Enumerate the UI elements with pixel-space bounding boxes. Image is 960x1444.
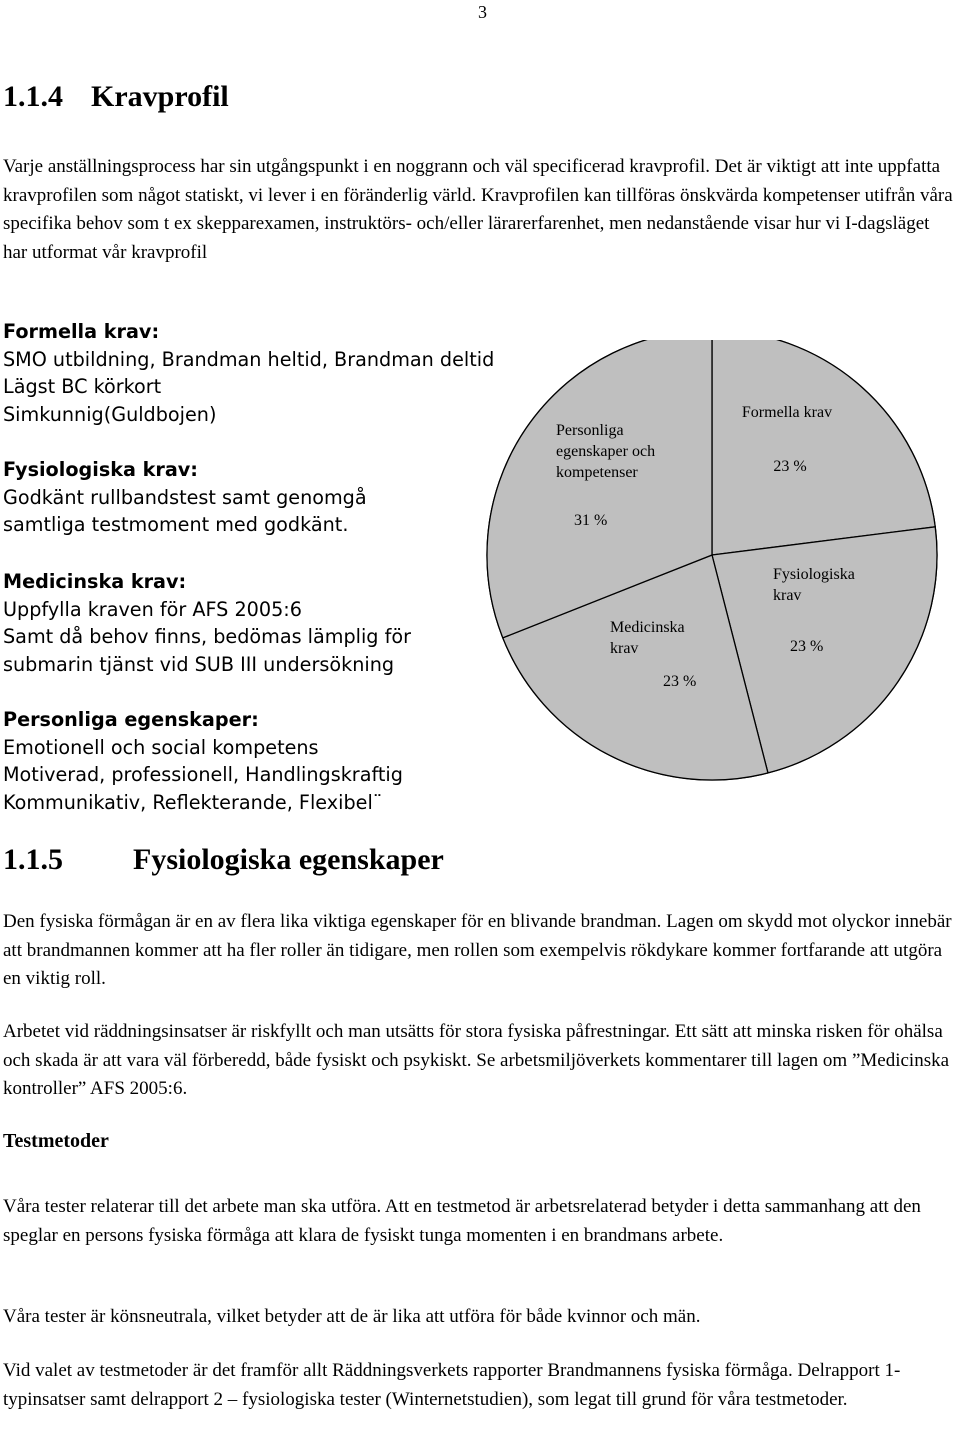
requirement-line: Lägst BC körkort (3, 375, 162, 398)
requirement-line: SMO utbildning, Brandman heltid, Brandman deltid (3, 347, 495, 371)
section-heading-kravprofil (3, 80, 229, 114)
section-number: 1.1.5 (3, 843, 63, 876)
personliga-egenskaper-heading: Personliga egenskaper: (3, 708, 259, 731)
requirement-line: Samt då behov finns, bedömas lämplig för (3, 625, 411, 648)
section-number: 1.1.4 (3, 80, 63, 113)
fysiologiska-krav-heading: Fysiologiska krav: (3, 458, 198, 481)
requirement-line: Godkänt rullbandstest samt genomgå (3, 485, 367, 509)
requirement-line: Emotionell och social kompetens (3, 735, 319, 759)
slice-label-line: kompetenser (556, 464, 638, 481)
slice-value-label: 23 % (663, 673, 697, 690)
formella-krav-block (3, 318, 494, 428)
slice-label-line: Personliga (556, 422, 624, 439)
testmetoder-heading: Testmetoder (3, 1130, 109, 1152)
slice-value-label: 31 % (574, 512, 608, 529)
slice-value-label: 23 % (773, 458, 807, 475)
formella-krav-heading: Formella krav: (3, 320, 160, 343)
section-heading-fysiologiska-egenskaper (3, 843, 444, 877)
paragraph: Våra tester relaterar till det arbete man ska utföra. Att en testmetod är arbetsrelaterad betyder i detta sammanhang att den speglar en persons fysiska förmåga att klara de fysiskt tunga momenten i en brandmans arbete. (3, 1196, 921, 1246)
requirement-line: Motiverad, professionell, Handlingskraftig (3, 763, 403, 786)
medicinska-krav-heading: Medicinska krav: (3, 570, 187, 593)
requirement-line: samtliga testmoment med godkänt. (3, 513, 349, 536)
slice-label-line: Formella krav (741, 404, 833, 421)
section-title: Fysiologiska egenskaper (133, 843, 444, 876)
requirement-line: Simkunnig(Guldbojen) (3, 402, 217, 426)
slice-label-line: egenskaper och (556, 443, 656, 460)
section-title: Kravprofil (91, 80, 229, 113)
personliga-egenskaper-block (3, 706, 403, 816)
requirement-line: Kommunikativ, Reflekterande, Flexibel¨ (3, 790, 383, 814)
slice-label-line: Fysiologiska (773, 566, 855, 583)
page-number: 3 (478, 2, 487, 22)
intro-paragraph: Varje anställningsprocess har sin utgångspunkt i en noggrann och väl specificerad kravprofil. Det är viktigt att inte uppfatta kravprofilen som något statiskt, vi lever i en föränderlig värld. Kravprofilen kan tillföras önskvärda kompetenser utifrån våra specifika behov som t ex skepparexamen, instruktörs- och/eller lärarerfarenhet, men nedanstående visar hur vi I-dagsläget har utformat vår kravprofil (3, 156, 953, 263)
paragraph: Arbetet vid räddningsinsatser är riskfyllt och man utsätts för stora fysiska påfrestningar. Ett sätt att minska risken för ohälsa och skada är att vara väl förberedd, både fysiskt och psykiskt. Se arbetsmiljöverkets kommentarer till lagen om ”Medicinska kontroller” AFS 2005:6. (3, 1021, 950, 1099)
paragraph: Vid valet av testmetoder är det framför allt Räddningsverkets rapporter Brandmannens fysiska förmåga. Delrapport 1-typinsatser samt delrapport 2 – fysiologiska tester (Winternetstudien), som legat till grund för våra testmetoder. (3, 1360, 901, 1410)
requirement-line: Uppfylla kraven för AFS 2005:6 (3, 597, 302, 621)
slice-label-line: krav (773, 587, 802, 604)
fysiologiska-krav-block (3, 456, 367, 539)
paragraph: Våra tester är könsneutrala, vilket betyder att de är lika att utföra för både kvinnor och män. (3, 1306, 701, 1327)
slice-value-label: 23 % (790, 638, 824, 655)
slice-label-line: krav (610, 640, 639, 657)
requirement-profile-pie-chart (485, 340, 960, 800)
pie-slice-formella (712, 340, 935, 555)
requirement-line: submarin tjänst vid SUB III undersökning (3, 652, 395, 676)
pie-slices (487, 340, 937, 780)
slice-label-line: Medicinska (610, 619, 685, 636)
paragraph: Den fysiska förmågan är en av flera lika viktiga egenskaper för en blivande brandman. Lagen om skydd mot olyckor innebär att brandmannen kommer att ha fler roller än tidigare, men rollen som exempelvis rökdykare kommer fortfarande att utgöra en viktig roll. (3, 911, 952, 989)
medicinska-krav-block (3, 568, 411, 678)
